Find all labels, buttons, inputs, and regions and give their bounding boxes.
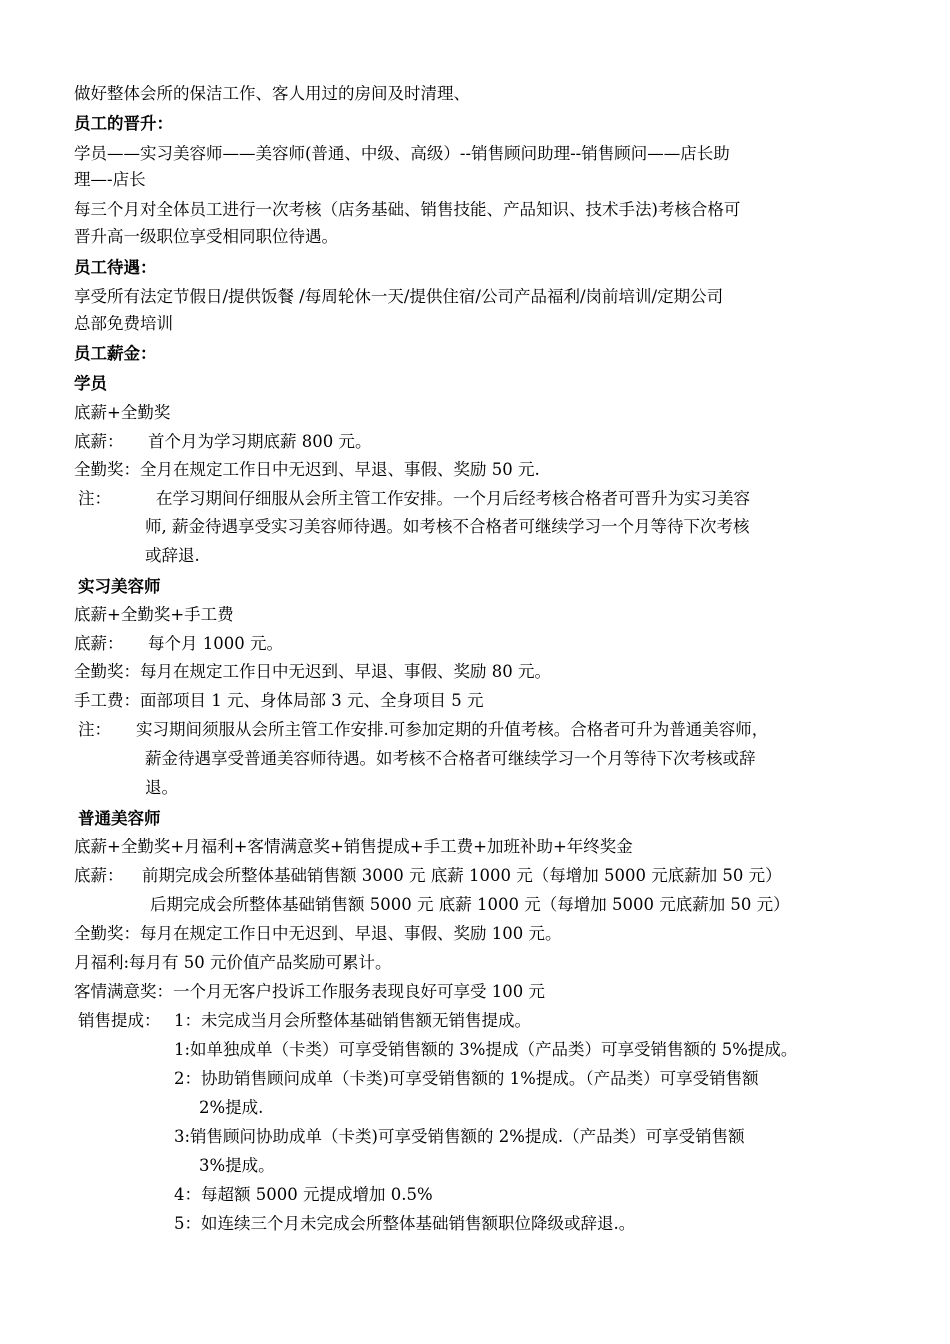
intern-attendance: 全勤奖：每月在规定工作日中无迟到、早退、事假、奖励 80 元。 — [74, 662, 551, 681]
regular-base-line-1: 前期完成会所整体基础销售额 3000 元 底薪 1000 元（每增加 5000 元底薪加 50 元） — [142, 866, 782, 885]
promotion-path-line-1: 学员——实习美容师——美容师(普通、中级、高级）--销售顾问助理--销售顾问——店长助 — [74, 144, 730, 163]
trainee-note-line-1: 在学习期间仔细服从会所主管工作安排。一个月后经考核合格者可晋升为实习美容 — [156, 489, 750, 508]
trainee-base-text: 首个月为学习期底薪 800 元。 — [148, 432, 372, 451]
commission-item-5: 4：每超额 5000 元提成增加 0.5% — [174, 1185, 433, 1204]
trainee-heading: 学员 — [74, 374, 107, 393]
intern-note-line-1: 实习期间须服从会所主管工作安排.可参加定期的升值考核。合格者可升为普通美容师， — [136, 720, 769, 739]
commission-label: 销售提成： — [78, 1011, 161, 1030]
intern-formula: 底薪+全勤奖+手工费 — [74, 605, 234, 624]
commission-item-3-line-2: 2%提成. — [199, 1098, 264, 1117]
intern-note-line-3: 退。 — [145, 778, 178, 797]
regular-base-line-2: 后期完成会所整体基础销售额 5000 元 底薪 1000 元（每增加 5000 元底薪加 50 元） — [150, 895, 790, 914]
promotion-path-line-2: 理—-店长 — [74, 170, 146, 189]
commission-item-3-line-1: 2：协助销售顾问成单（卡类)可享受销售额的 1%提成。（产品类）可享受销售额 — [174, 1069, 759, 1088]
commission-item-2: 1:如单独成单（卡类）可享受销售额的 3%提成（产品类）可享受销售额的 5%提成。 — [174, 1040, 798, 1059]
intern-base-label: 底薪： — [74, 634, 124, 653]
intro-text: 做好整体会所的保洁工作、客人用过的房间及时清理、 — [74, 84, 470, 103]
intern-note-line-2: 薪金待遇享受普通美容师待遇。如考核不合格者可继续学习一个月等待下次考核或辞 — [145, 749, 756, 768]
commission-item-6: 5：如连续三个月未完成会所整体基础销售额职位降级或辞退.。 — [174, 1214, 636, 1233]
commission-item-1: 1：未完成当月会所整体基础销售额无销售提成。 — [174, 1011, 531, 1030]
commission-item-4-line-2: 3%提成。 — [199, 1156, 275, 1175]
promotion-heading: 员工的晋升： — [74, 114, 173, 133]
benefits-line-1: 享受所有法定节假日/提供饭餐 /每周轮休一天/提供住宿/公司产品福利/岗前培训/定期公司 — [74, 287, 724, 306]
intern-handwork: 手工费：面部项目 1 元、身体局部 3 元、全身项目 5 元 — [74, 691, 484, 710]
promotion-review-line-2: 晋升高一级职位享受相同职位待遇。 — [74, 227, 338, 246]
regular-attendance: 全勤奖：每月在规定工作日中无迟到、早退、事假、奖励 100 元。 — [74, 924, 562, 943]
trainee-note-line-2: 师, 薪金待遇享受实习美容师待遇。如考核不合格者可继续学习一个月等待下次考核 — [145, 517, 750, 536]
regular-base-label: 底薪： — [74, 866, 124, 885]
intern-heading: 实习美容师 — [78, 577, 161, 596]
trainee-formula: 底薪+全勤奖 — [74, 403, 171, 422]
benefits-line-2: 总部免费培训 — [74, 314, 173, 333]
trainee-note-label: 注： — [78, 489, 111, 508]
trainee-base-label: 底薪： — [74, 432, 124, 451]
regular-heading: 普通美容师 — [78, 809, 161, 828]
intern-note-label: 注： — [78, 720, 111, 739]
promotion-review-line-1: 每三个月对全体员工进行一次考核（店务基础、销售技能、产品知识、技术手法)考核合格可 — [74, 200, 741, 219]
trainee-attendance: 全勤奖：全月在规定工作日中无迟到、早退、事假、奖励 50 元. — [74, 460, 540, 479]
trainee-note-line-3: 或辞退. — [145, 546, 200, 565]
commission-item-4-line-1: 3:销售顾问协助成单（卡类)可享受销售额的 2%提成.（产品类）可享受销售额 — [174, 1127, 745, 1146]
regular-formula: 底薪+全勤奖+月福利+客情满意奖+销售提成+手工费+加班补助+年终奖金 — [74, 837, 633, 856]
benefits-heading: 员工待遇： — [74, 258, 157, 277]
intern-base-text: 每个月 1000 元。 — [148, 634, 283, 653]
regular-monthly-benefit: 月福利:每月有 50 元价值产品奖励可累计。 — [74, 953, 392, 972]
salary-heading: 员工薪金： — [74, 344, 157, 363]
regular-satisfaction-bonus: 客情满意奖：一个月无客户投诉工作服务表现良好可享受 100 元 — [74, 982, 545, 1001]
